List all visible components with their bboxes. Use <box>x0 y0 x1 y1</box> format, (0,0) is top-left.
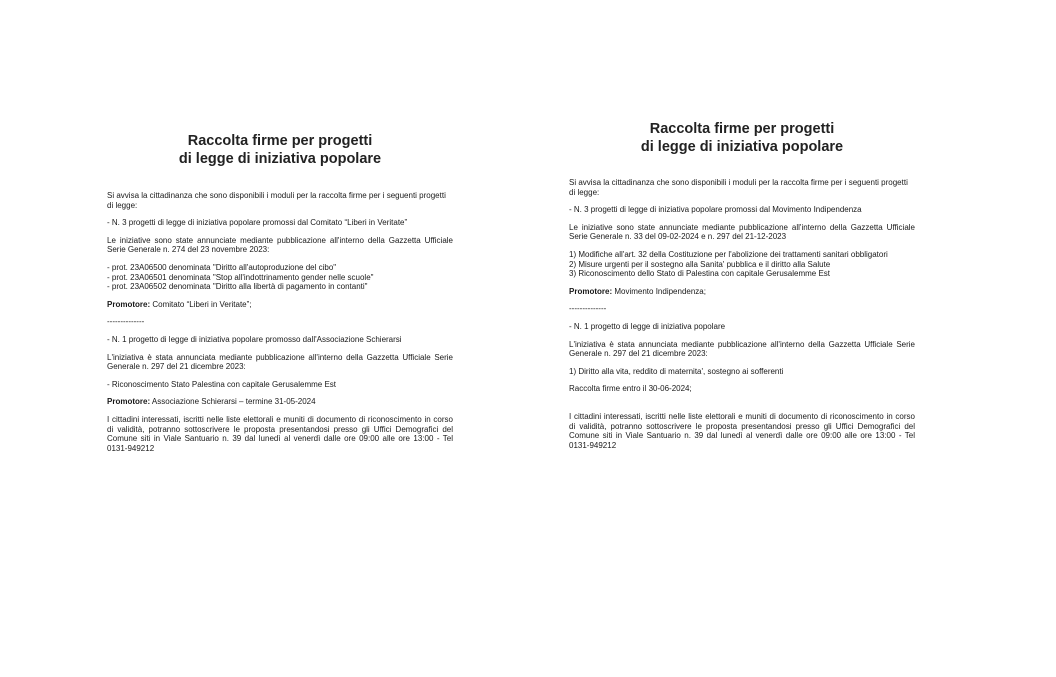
intro-paragraph: Si avvisa la cittadinanza che sono disponibili i moduli per la raccolta firme per i seguenti progetti di legge: <box>569 178 908 197</box>
promoter-label: Promotore: <box>569 286 613 296</box>
notice-left <box>107 0 453 461</box>
announcement-1: Le iniziative sono state annunciate mediante pubblicazione all'interno della Gazzetta Ufficiale Serie Generale n. 274 del 23 novembre 2023: <box>107 235 453 255</box>
promoter-value: Associazione Schierarsi – termine 31-05-2024 <box>150 397 316 407</box>
proposal-list <box>569 250 915 279</box>
title-line-1: Raccolta firme per progetti <box>649 121 835 137</box>
group-2-heading: - N. 1 progetto di legge di iniziativa popolare <box>569 321 726 331</box>
group-1-heading: - N. 3 progetti di legge di iniziativa popolare promossi dal Comitato “Liberi in Veritate” <box>107 218 408 228</box>
group-1-heading: - N. 3 progetti di legge di iniziativa popolare promossi dal Movimento Indipendenza <box>569 205 862 215</box>
title-line-2: di legge di iniziativa popolare <box>178 151 382 167</box>
notice-body <box>569 178 915 450</box>
group-2-heading: - N. 1 progetto di legge di iniziativa popolare promosso dall'Associazione Schierarsi <box>107 334 402 344</box>
deadline: Raccolta firme entro il 30-06-2024; <box>569 384 692 394</box>
title-line-1: Raccolta firme per progetti <box>187 133 373 149</box>
promoter-2 <box>107 397 453 407</box>
announcement-2: L'iniziativa è stata annunciata mediante pubblicazione all'interno della Gazzetta Ufficiale Serie Generale n. 297 del 21 dicembre 2023: <box>569 339 915 359</box>
separator: -------------- <box>107 317 145 327</box>
promoter-label: Promotore: <box>107 299 151 309</box>
proposal-item-2: - Riconoscimento Stato Palestina con capitale Gerusalemme Est <box>107 379 336 389</box>
notice-right <box>569 0 915 458</box>
announcement-1: Le iniziative sono state annunciate mediante pubblicazione all'interno della Gazzetta Ufficiale Serie Generale n. 33 del 09-02-2024 e n. 297 del 21-12-2023 <box>569 222 915 242</box>
proposal-item: - prot. 23A06501 denominata "Stop all'indottrinamento gender nelle scuole" <box>107 272 374 282</box>
proposal-item: 3) Riconoscimento dello Stato di Palestina con capitale Gerusalemme Est <box>569 269 831 279</box>
proposal-item: 1) Modifiche all'art. 32 della Costituzione per l'abolizione dei trattamenti sanitari obbligatori <box>569 249 888 259</box>
proposal-list <box>107 263 453 292</box>
separator: -------------- <box>569 304 607 314</box>
notice-title <box>107 132 453 168</box>
proposal-item: 2) Misure urgenti per il sostegno alla Sanita' pubblica e il diritto alla Salute <box>569 259 831 269</box>
promoter-1 <box>107 300 453 310</box>
promoter-value: Comitato “Liberi in Veritate”; <box>150 299 252 309</box>
footer-paragraph: I cittadini interessati, iscritti nelle liste elettorali e muniti di documento di riconoscimento in corso di validità, potranno sottoscrivere le proposta presentandosi presso gli Uffici Demografici del Comune siti in Viale Santuario n. 39 dal lunedì al venerdì dalle ore 09:00 alle ore 13:00 - Tel 0131-949212 <box>569 411 915 450</box>
notice-title <box>569 120 915 156</box>
notice-body <box>107 191 453 453</box>
proposal-item-2: 1) Diritto alla vita, reddito di maternita', sostegno ai sofferenti <box>569 366 784 376</box>
title-line-2: di legge di iniziativa popolare <box>640 139 844 155</box>
promoter-value: Movimento Indipendenza; <box>612 286 706 296</box>
footer-paragraph: I cittadini interessati, iscritti nelle liste elettorali e muniti di documento di riconoscimento in corso di validità, potranno sottoscrivere le proposta presentandosi presso gli Uffici Demografici del Comune siti in Viale Santuario n. 39 dal lunedì al venerdì dalle ore 09:00 alle ore 13:00 - Tel 0131-949212 <box>107 414 453 453</box>
announcement-2: L'iniziativa è stata annunciata mediante pubblicazione all'interno della Gazzetta Ufficiale Serie Generale n. 297 del 21 dicembre 2023: <box>107 352 453 372</box>
promoter-1 <box>569 287 915 297</box>
promoter-label: Promotore: <box>107 397 151 407</box>
proposal-item: - prot. 23A06500 denominata "Diritto all'autoproduzione del cibo" <box>107 262 337 272</box>
intro-paragraph: Si avvisa la cittadinanza che sono disponibili i moduli per la raccolta firme per i seguenti progetti di legge: <box>107 191 446 210</box>
proposal-item: - prot. 23A06502 denominata "Diritto alla libertà di pagamento in contanti" <box>107 282 368 292</box>
